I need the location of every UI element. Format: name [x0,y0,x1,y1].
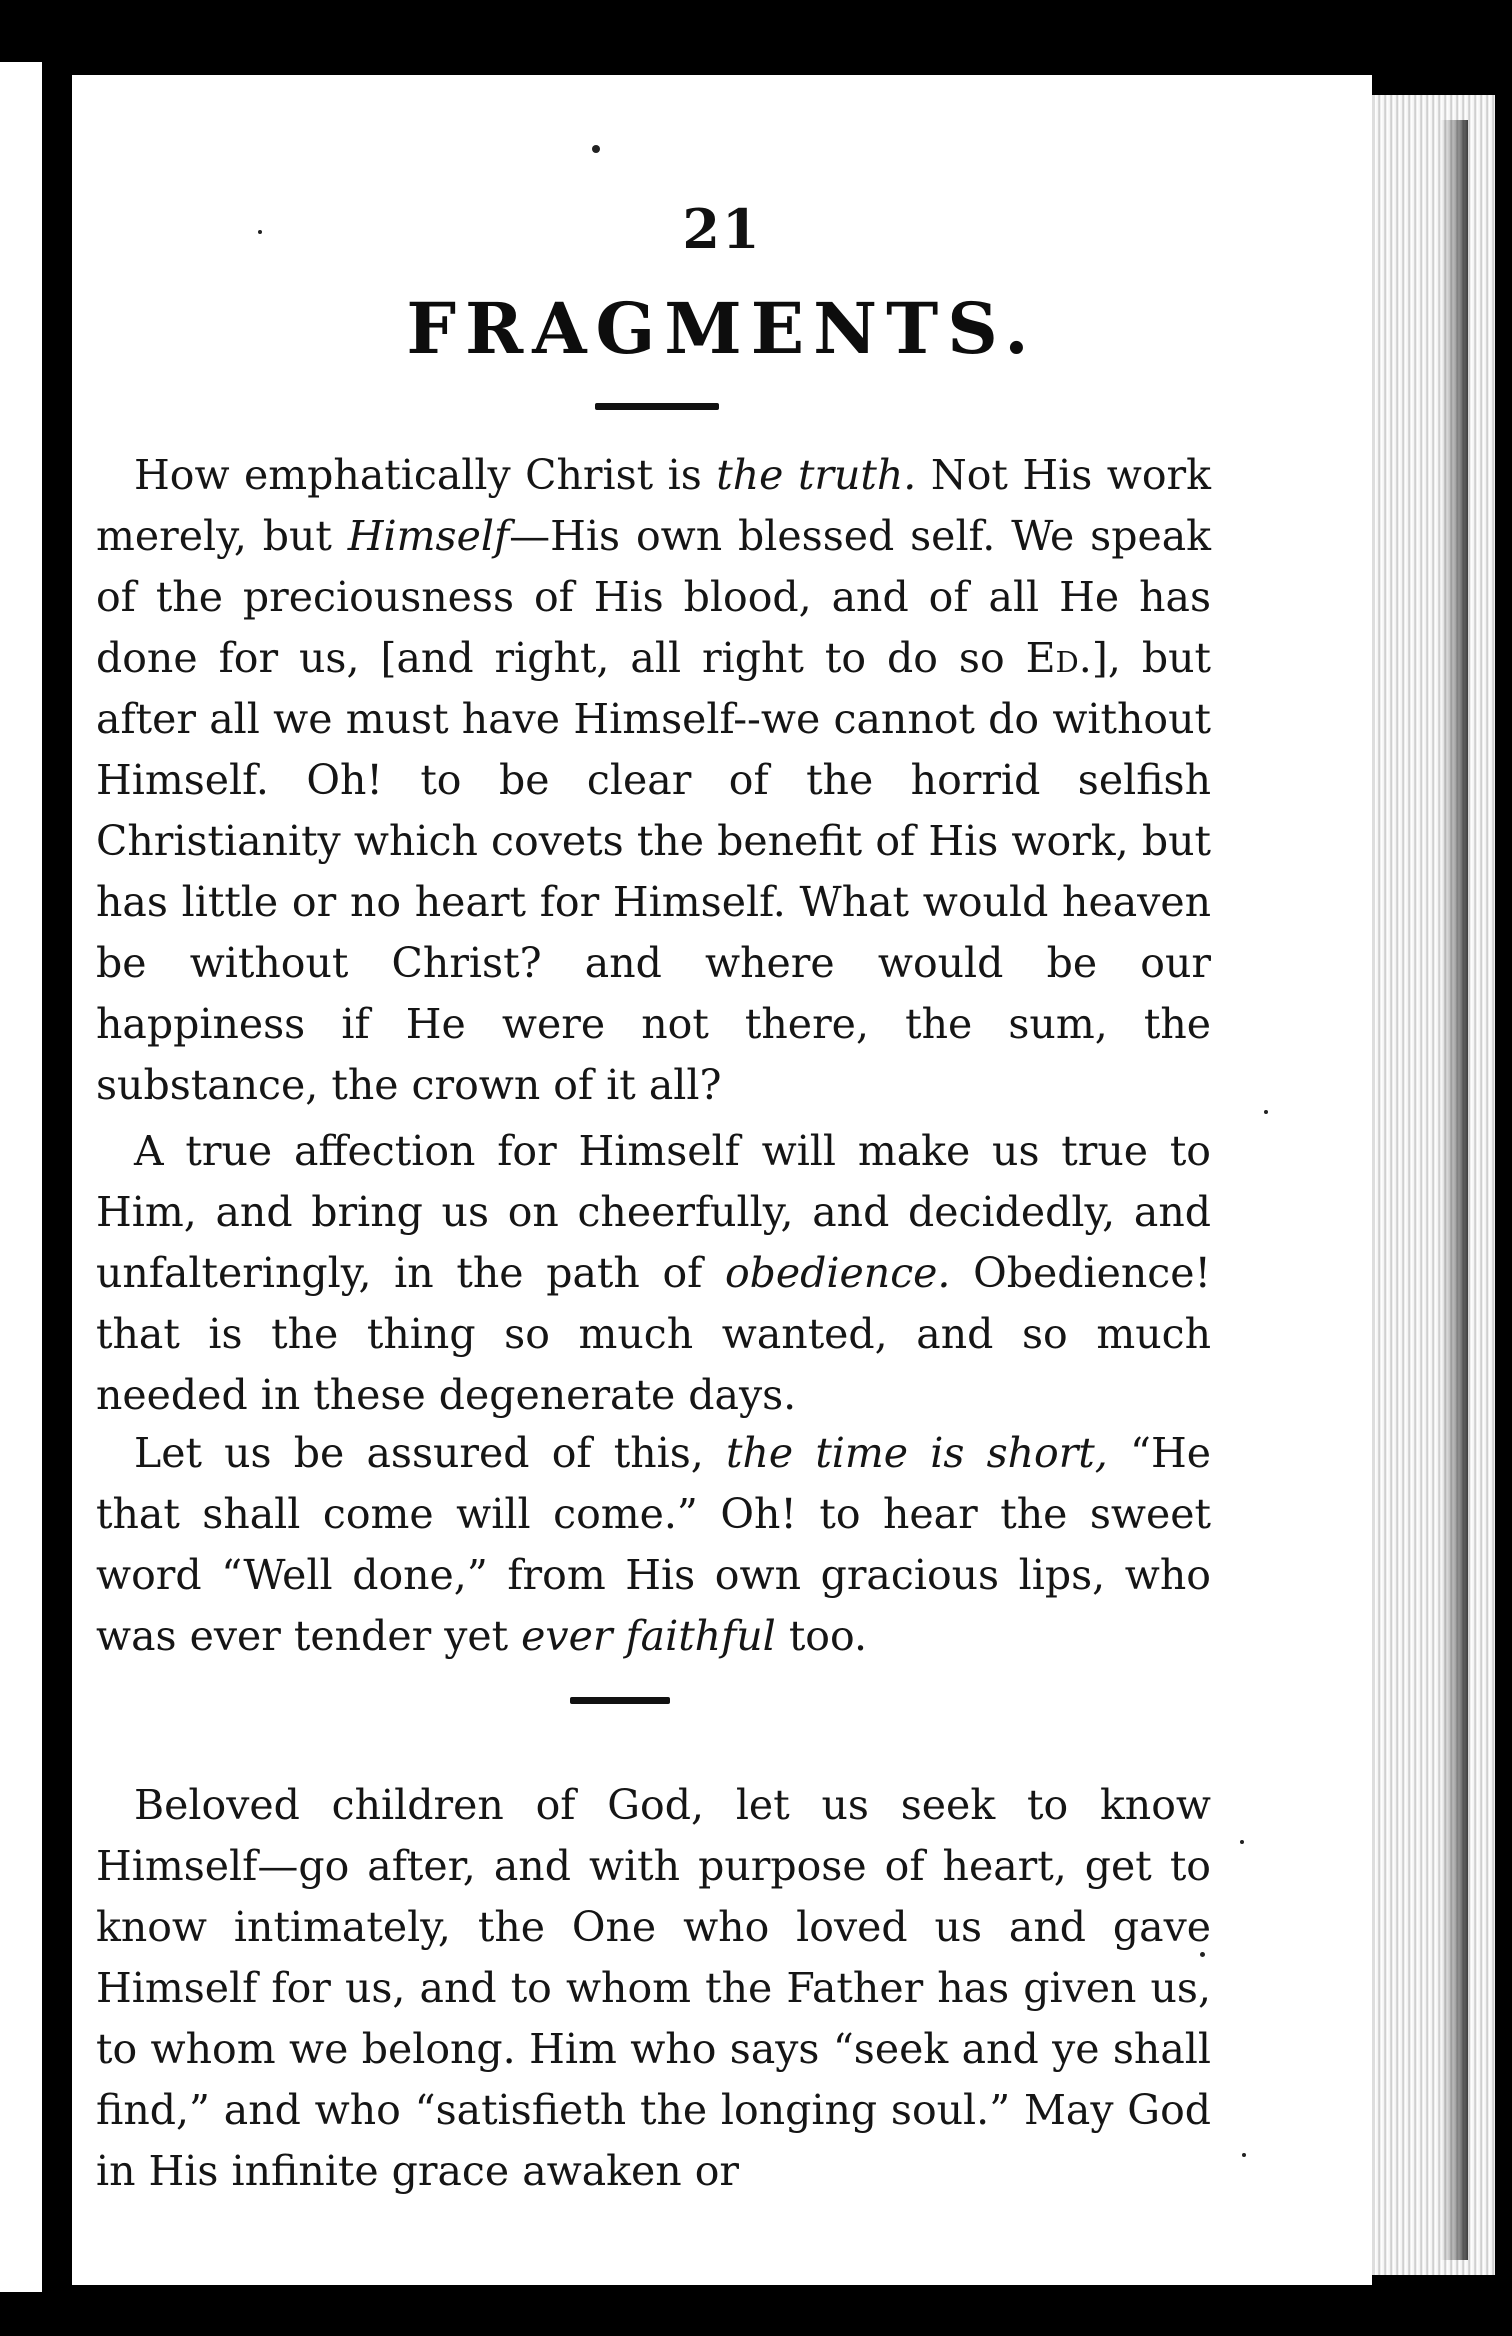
title-divider [595,403,719,410]
page-title: FRAGMENTS. [406,287,1038,370]
paragraph-beloved-children: Beloved children of God, let us seek to know Himself—go after, and with purpose of heart, get to know intimately, the One who loved us and gave Himself for us, and to whom the Father has given us, to whom we belong. Him who says “seek and ye shall find,” and who “satisfieth the longing soul.” May God in His infinite grace awaken or [96,1781,1211,2195]
page-stack-edge [1372,95,1495,2275]
page-stack-shadow [1440,120,1468,2260]
print-speck [592,145,600,153]
print-speck [1242,2153,1246,2157]
page-number: 21 [682,197,762,261]
paragraph-christ-the-truth: How emphatically Christ is the truth. Not His work merely, but Himself—His own blessed self. We speak of the preciousness of His blood, and of all He has done for us, [and right, all right to do so Ed.], but after all we must have Himself--we cannot do without Himself. Oh! to be clear of the horrid selfish Christianity which covets the benefit of His work, but has little or no heart for Himself. What would heaven be without Christ? and where would be our happiness if He were not there, the sum, the substance, the crown of it all? [96,451,1212,1109]
print-speck [1240,1840,1244,1844]
book-page [72,75,1372,2285]
section-divider [570,1697,670,1704]
print-speck [1264,1110,1268,1114]
print-speck [1200,1952,1205,1957]
facing-page-edge [0,62,42,2292]
paragraph-time-is-short: Let us be assured of this, the time is short, “He that shall come will come.” Oh! to hear the sweet word “Well done,” from His own gracious lips, who was ever tender yet ever faithful too. [96,1429,1211,1660]
paragraph-obedience: A true affection for Himself will make us true to Him, and bring us on cheerfully, and decidedly, and unfalteringly, in the path of obedience. Obedience! that is the thing so much wanted, and so much needed in these degenerate days. [96,1127,1211,1419]
print-speck [258,230,262,234]
book-gutter [42,62,72,2292]
